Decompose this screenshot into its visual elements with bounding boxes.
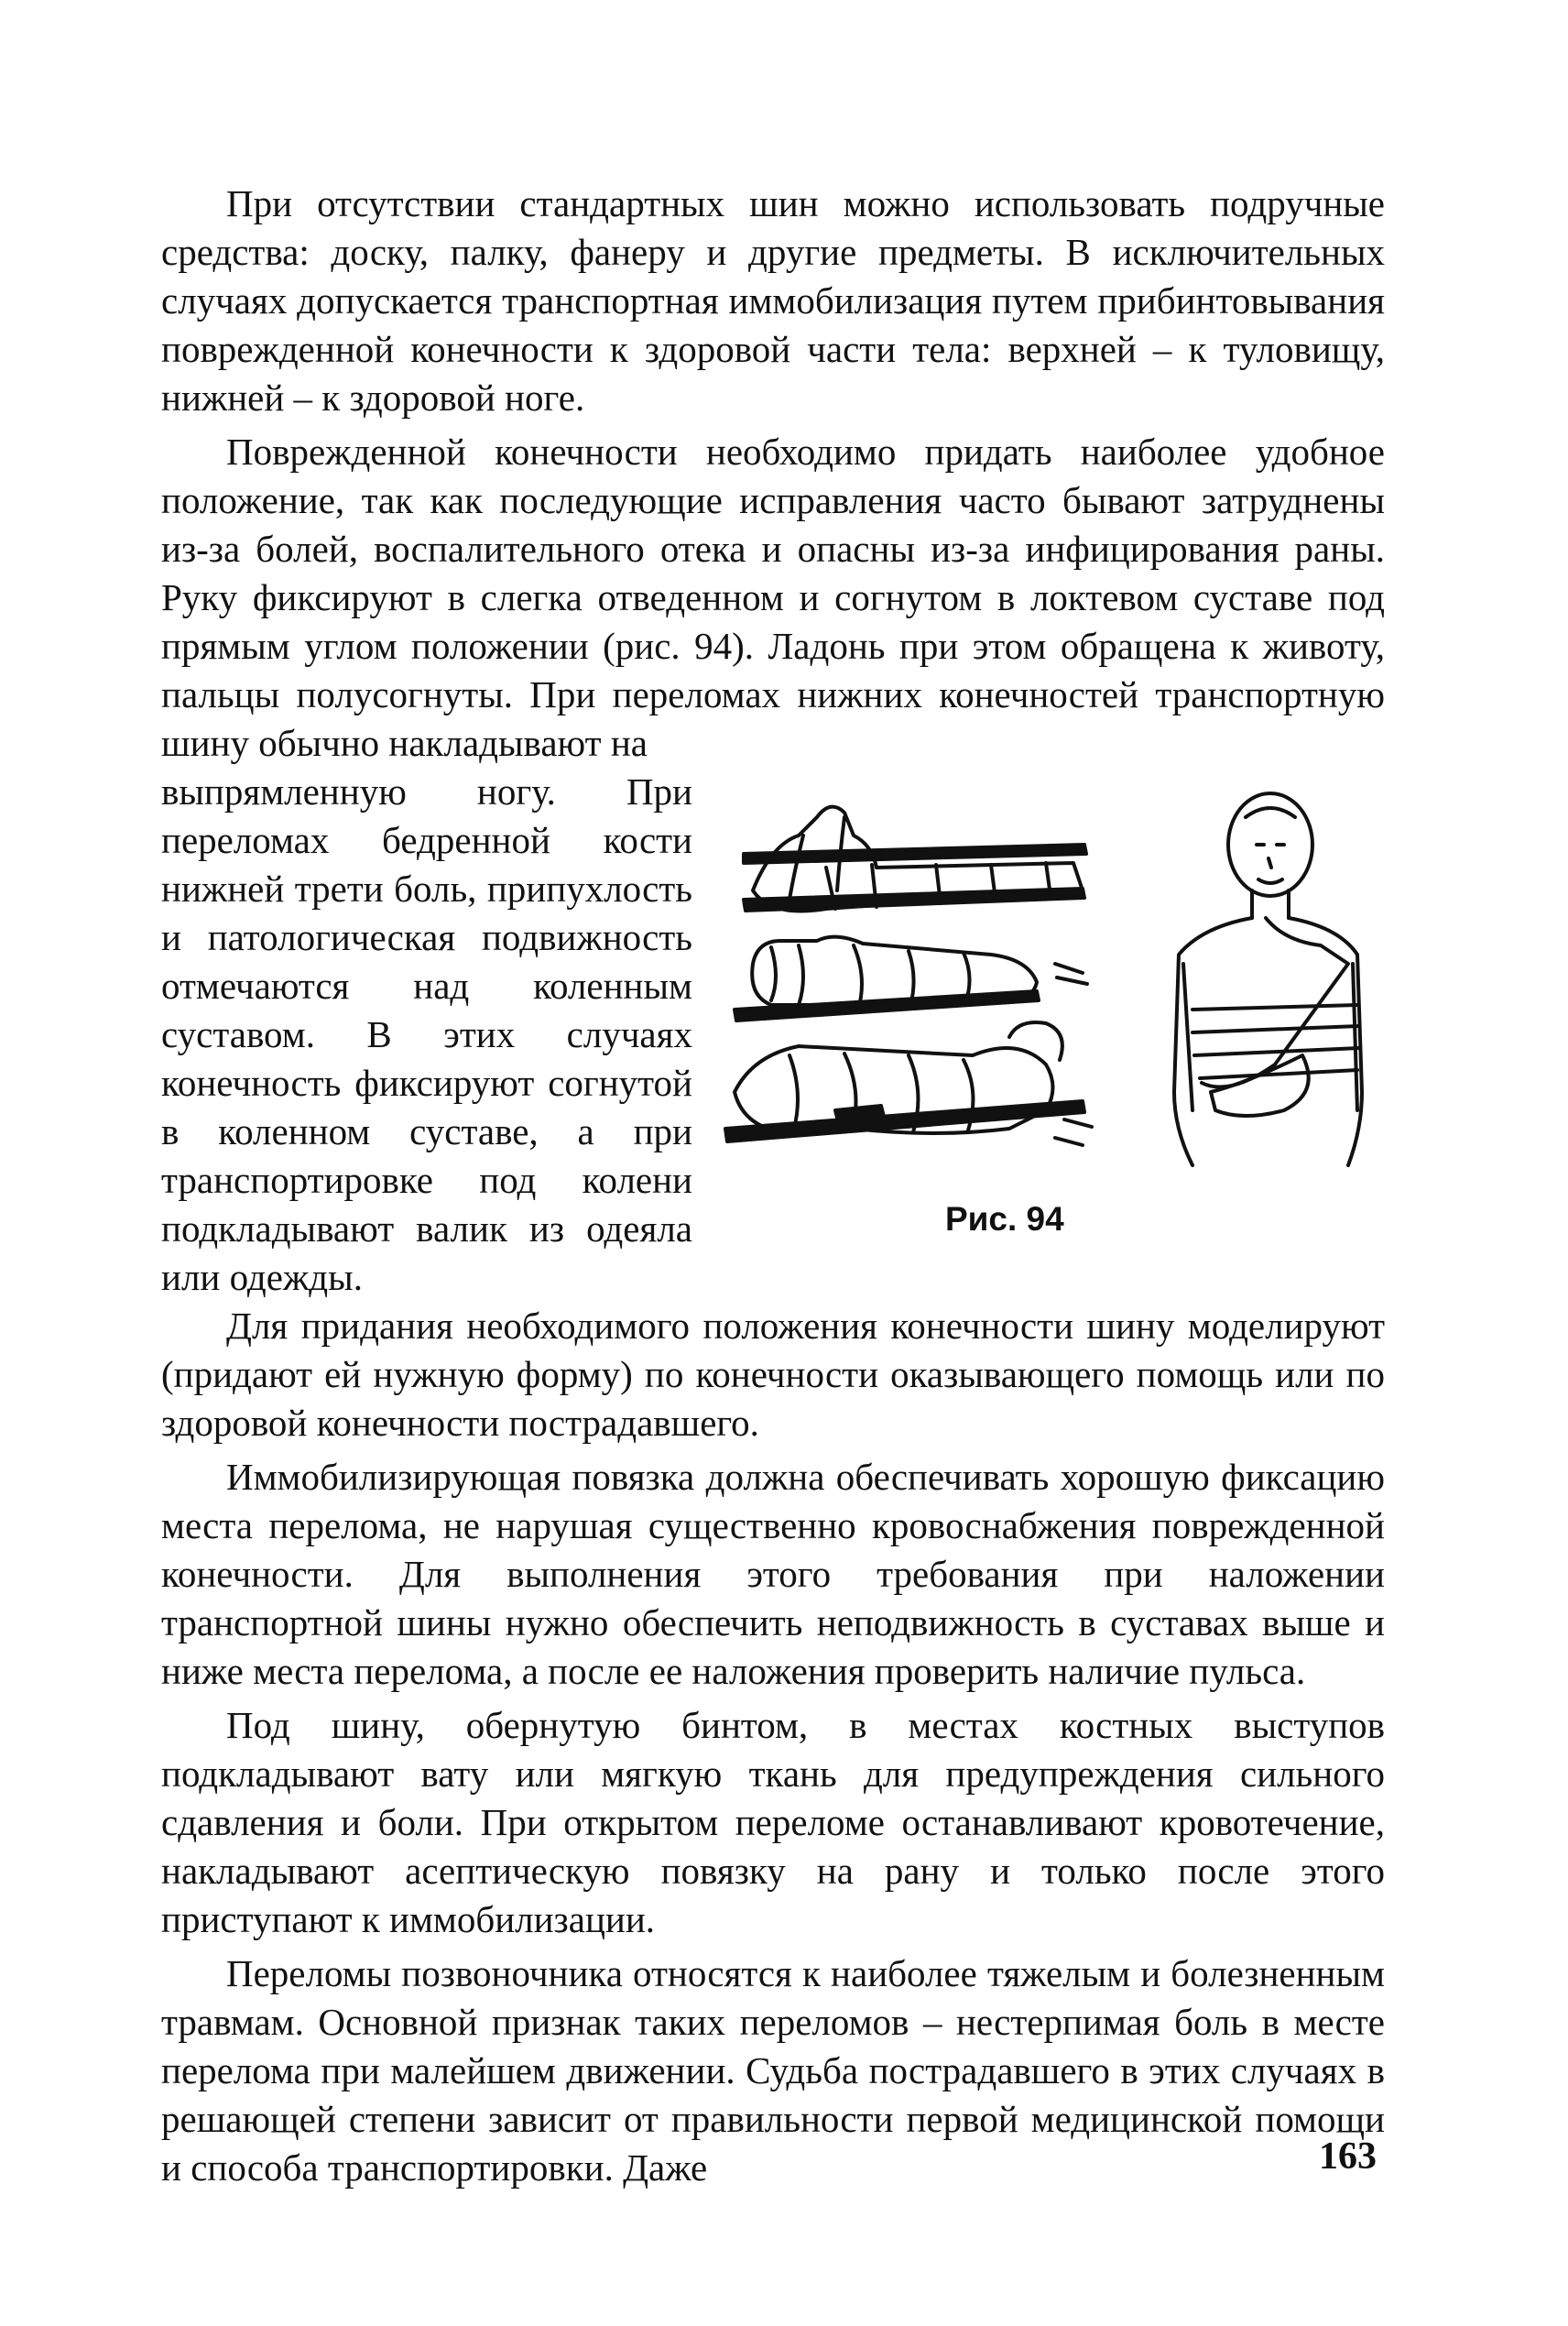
- paragraph-splint-modeling: Для придания необходимого положения конечности шину моделируют (придают ей нужную форму) по конечности оказывающего помощь или по здоровой конечности пострадавшего.: [161, 1305, 1385, 1444]
- figure-94-illustration: [716, 781, 1385, 1193]
- figure-94: [716, 781, 1385, 1266]
- paragraph-limb-position: Поврежденной конечности необходимо придать наиболее удобное положение, так как последующие исправления часто бывают затруднены из-за болей, воспалительного отека и опасны из-за инфицирования раны. Руку фиксируют в слегка отведенном и согнутом в локтевом суставе под прямым углом положении (рис. 94). Ладонь при этом обращена к животу, пальцы полусогнуты. При переломах нижних конечностей транспортную шину обычно накладывают на: [161, 431, 1385, 764]
- paragraph-improvised-splints: При отсутствии стандартных шин можно использовать подручные средства: доску, палку, фанеру и другие предметы. В исключительных случаях допускается транспортная иммобилизация путем прибинтовывания поврежденной конечности к здоровой части тела: верхней – к туловищу, нижней – к здоровой ноге.: [161, 182, 1385, 419]
- leg-splint-illustration-1: [744, 807, 1086, 912]
- paragraph-padding-open-fracture: Под шину, обернутую бинтом, в местах костных выступов подкладывают вату или мягкую ткань для предупреждения сильного сдавления и боли. При открытом переломе останавливают кровотечение, накладывают асептическую повязку на рану и только после этого приступают к иммобилизации.: [161, 1704, 1385, 1940]
- paragraph-spine-fractures: Переломы позвоночника относятся к наиболее тяжелым и болезненным травмам. Основной признак таких переломов – нестерпимая боль в месте перелома при малейшем движении. Судьба пострадавшего в этих случаях в решающей степени зависит от правильности первой медицинской помощи и способа транспортировки. Даже: [161, 1952, 1385, 2189]
- text-with-figure: [161, 768, 1385, 1302]
- leg-splint-illustration-3: [725, 1022, 1092, 1145]
- figure-caption: Рис. 94: [945, 1200, 1064, 1238]
- paragraph-femur-fracture: выпрямленную ногу. При переломах бедренной кости нижней трети боль, припухлость и патологическая подвижность отмечаются над коленным суставом. В этих случаях конечность фиксируют согнутой в коленном суставе, а при транспортировке под колени подкладывают валик из одеяла или одежды.: [161, 770, 692, 1298]
- leg-splint-illustration-2: [735, 937, 1087, 1021]
- page-content: [161, 180, 1385, 2192]
- arm-sling-illustration: [1174, 793, 1362, 1165]
- page-number: 163: [1319, 2135, 1377, 2178]
- paragraph-bandage-fixation: Иммобилизирующая повязка должна обеспечивать хорошую фиксацию места перелома, не нарушая существенно кровоснабжения поврежденной конечности. Для выполнения этого требования при наложении транспортной шины нужно обеспечить неподвижность в суставах выше и ниже места перелома, а после ее наложения проверить наличие пульса.: [161, 1456, 1385, 1692]
